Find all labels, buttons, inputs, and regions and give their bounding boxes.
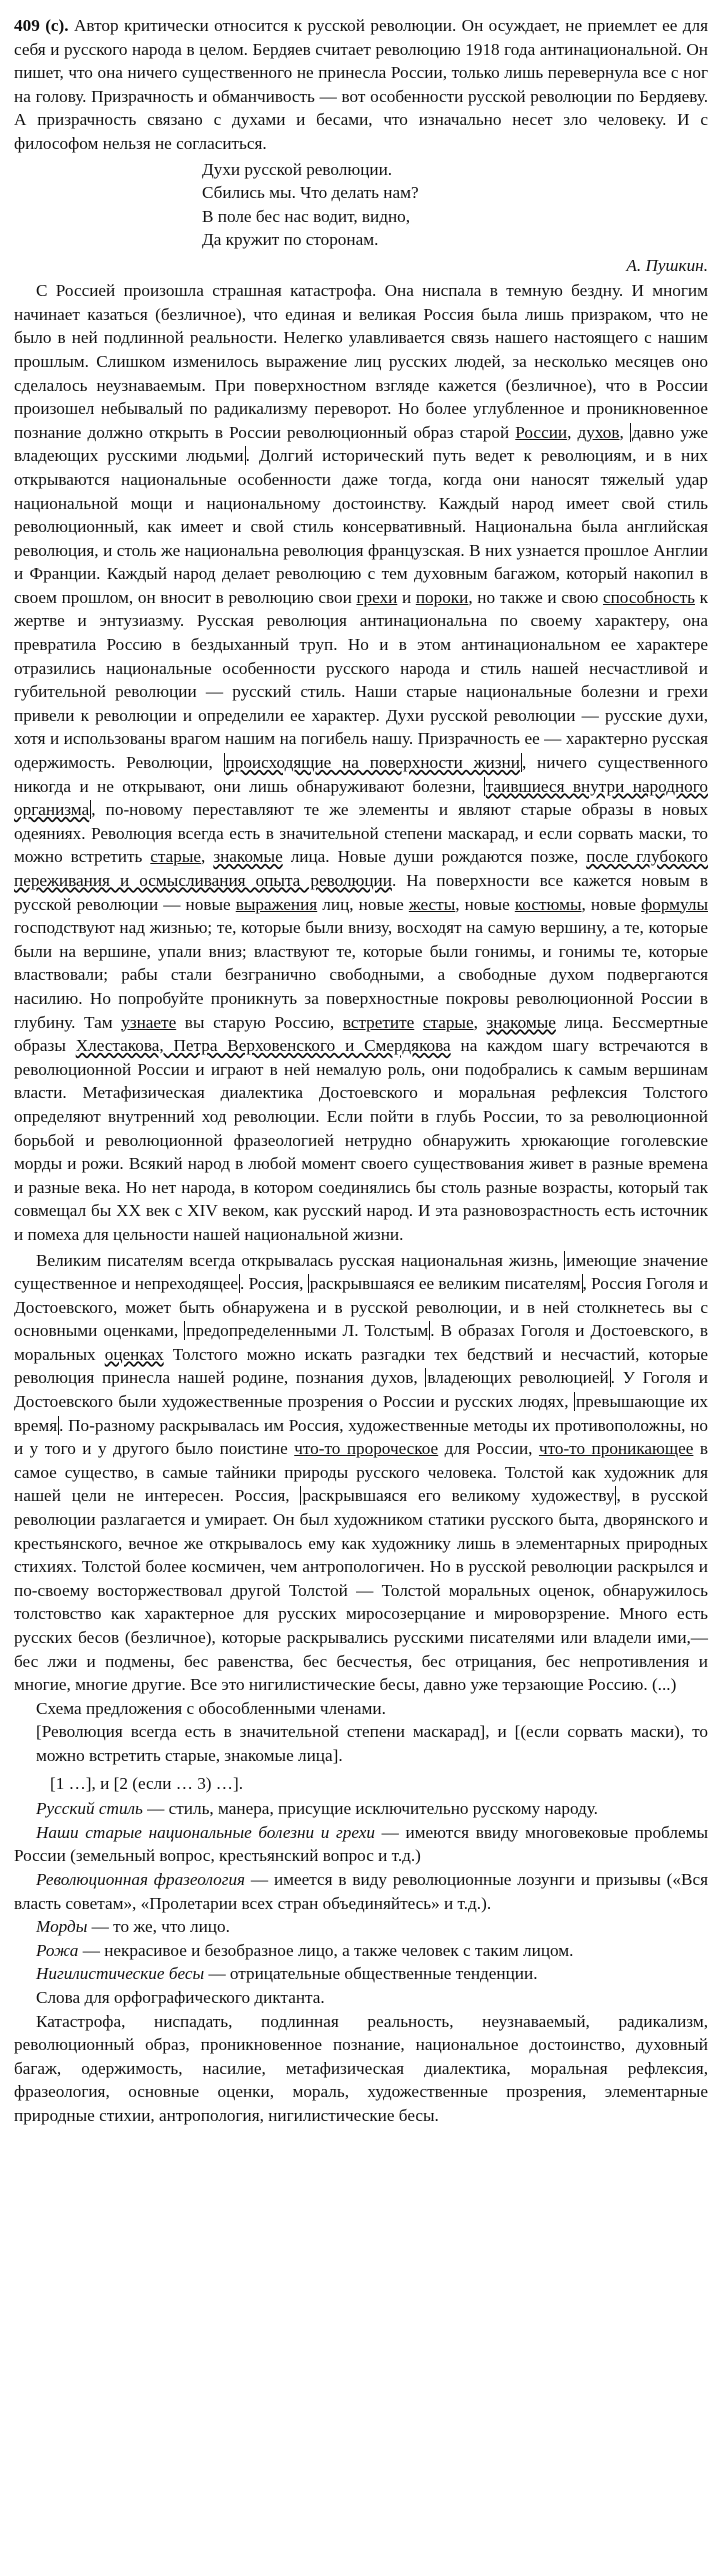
participial-phrase: таившиеся внутри народного организма [14,776,708,820]
participial-phrase: раскрывшаяся его великому художеству [302,1486,615,1506]
dictation-words: Катастрофа, ниспадать, подлинная реальность, неузнаваемый, радикализм, революционный образ, проникновенное познание, национальное достоинство, духовный багаж, одержимость, насилие, метафизическая диалектика, моральная рефлексия, фразеология, основные оценки, мораль, художественные прозрения, элементарные природные стихии, антропология, нигилистические бесы. [14,2011,708,2125]
text-run: Толстого можно искать разгадки тех бедствий и несчастий, которые революция принесла нашей родине, познания духов, [14,1344,708,1388]
note-text: — отрицательные общественные тенденции. [204,1964,538,1984]
text-run: к жертве и энтузиазму. Русская революция антинациональна по своему характеру, она превратила Россию в бездыханный труп. Но и в этом антинациональном ее характере отразились национальные особенности русского народа и стиль нашей несчастливой и губительной революции — русский стиль. Наши старые национальные болезни и грехи привели к революции и определили ее характер. Духи русской революции — русские духи, хотя и использованы врагом нашим на погибель нашу. Призрачность ее — характерно русская одержимость. Революции, [14,587,709,773]
text-run: С Россией произошла страшная катастрофа. Она ниспала в темную бездну. И многим начинает казаться (безличное), что единая и великая Россия была лишь призраком, что не было в ней подлинной реальности. Нелегко улавливается связь нашего настоящего с нашим прошлым. Слишком изменилось выражение лиц русских людей, за несколько месяцев оно сделалось неузнаваемым. При поверхностном взгляде кажется (безличное), что в России произошел небывалый по радикализму переворот. Но более углубленное и проникновенное познание должно открыть в России революционный образ старой [14,281,708,442]
participial-phrase: происходящие на поверхности жизни [225,753,520,773]
note-term: Нигилистические бесы [36,1964,205,1984]
poem-line: Духи русской революции. [202,159,393,179]
text-run: , [201,847,214,867]
text-run: вы старую Россию, [176,1012,343,1032]
text-run: , новые [581,894,642,914]
note-text: — имеются ввиду многовековые проблемы России (земельный вопрос, крестьянский вопрос и т.д.) [14,1822,709,1866]
text-run: , в русской революции разлагается и умирает. Он был художником статики русского быта, дворянского и крестьянского, вечное же открывалось ему как художнику лишь в элементарных природных стихиях. Толстой более космичен, чем антропологичен. Но в русской революции раскрылся и по-своему восторжествовал другой Толстой — Толстой моральных оценок, обнаружилось толстовство как характерное для русских миросозерцание и мироворзрение. Много есть русских бесов (безличное), которые раскрывались русскими писателями или владели ими,— бес лжи и подмены, бес равенства, бес бесчестья, бес отрицания, бес непротивления и многие, многие другие. Все это нигилистические бесы, давно уже терзающие Россию. (...) [14,1486,709,1695]
text-run: . Россия, [239,1274,308,1294]
poem-author: А. Пушкин. [626,255,708,275]
underlined-phrase: что-то проникающее [538,1439,694,1459]
text-run: . У Гоголя и Достоевского были художественные прозрения о России и русских людях, [14,1368,709,1412]
text-run [414,1013,423,1032]
participial-phrase: владеющих революцией [427,1368,609,1388]
note-term: Революционная фразеология [36,1869,246,1889]
underlined-word: Хлестакова, Петра Верховенского и Смердякова [75,1036,451,1056]
underlined-word: формулы [641,894,708,914]
note-term: Русский стиль [36,1799,143,1819]
underlined-word: старые [150,847,202,867]
text-run: , [619,422,630,442]
text-run: на каждом шагу встречаются в революционной России и играют в ней немалую роль, они подобрались к самым вершинам власти. Метафизическая диалектика Достоевского и моральная рефлексия Толстого определяют внутренний ход революции. Если пойти в глубь России, то за революционной борьбой и революционной фразеологией нетрудно обнаружить хрюкающие гоголевские морды и рожи. Всякий народ в любой момент своего существования живет в разные времена и разные века. Но нет народа, в котором соединялись бы столь разные возрасты, который так совмещал бы XX век с XIV веком, как русский народ. И эта разновозрастность есть источник и помеха для цельности нашей национальной жизни. [14,1036,709,1244]
note-text: — некрасивое и безобразное лицо, а также человек с таким лицом. [78,1940,574,1960]
underlined-word: оценках [104,1344,164,1364]
note-item [14,1915,708,1939]
body-paragraph-2 [14,1249,708,1697]
text-run: лиц, новые [317,894,409,914]
underlined-word: знакомые [486,1012,556,1032]
epigraph-poem [202,158,708,252]
text-run: для России, [438,1439,539,1459]
text-run: лица. Новые души рождаются позже, [282,847,587,867]
poem-line: В поле бес нас водит, видно, [202,206,411,226]
underlined-phrase: после глубокого переживания и осмысливания опыта революции [14,847,708,890]
scheme-heading: Схема предложения с обособленными членами. [36,1698,386,1718]
underlined-word: способность [602,587,695,607]
note-item [14,1962,708,1986]
note-term: Рожа [36,1940,79,1960]
task-number: 409 (с). [14,16,69,35]
note-item [14,1821,708,1868]
note-item [14,1868,708,1915]
participial-phrase: имеющие значение существенное и непреходящее [14,1250,708,1294]
underlined-word: знакомые [213,847,283,867]
text-run: , но также и свою [468,587,603,607]
text-run: , [473,1012,487,1032]
underlined-word: пороки [415,587,469,607]
note-text: — имеется в виду революционные лозунги и призывы («Вся власть советам», «Пролетарии всех стран объединяйтесь» и т.д.). [14,1869,708,1913]
underlined-word: России [515,422,568,442]
note-item [14,1797,708,1821]
underlined-word: жесты [408,894,456,914]
notes-list [14,1797,708,1986]
scheme-sentence: [Революция всегда есть в значительной степени маскарад], и [(если сорвать маски), то можно встретить старые, знакомые лица]. [36,1722,708,1765]
participial-phrase: предопределенными Л. Толстым [186,1321,429,1341]
participial-phrase: давно уже владеющих русскими людьми [14,422,708,466]
body-paragraph-1 [14,279,708,1246]
underlined-phrase: что-то пророческое [294,1439,439,1459]
text-run: господствуют над жизнью; те, которые были внизу, восходят на самую вершину, а те, которые были на вершине, упали вниз; властвуют те, которые были гонимы, и гонимы те, которые властвовали; рабы стали безгранично свободными, а свободные духом подвергаются насилию. Но попробуйте проникнуть за поверхностные покровы революционной России в глубину. Там [14,918,708,1032]
scheme-formula: [1 …], и [2 (если … 3) …]. [50,1773,244,1793]
text-run: . На поверхности все кажется новым в русской революции — новые [14,871,708,914]
sentence-scheme [36,1697,708,1795]
dictation-heading: Слова для орфографического диктанта. [36,1987,325,2007]
text-run: в самое существо, в самые тайники природы русского человека. Толстой как художник для нашей цели не интересен. Россия, [14,1439,708,1506]
dictation-section [14,1986,708,2128]
underlined-word: костюмы [514,894,582,914]
task-intro-text: Автор критически относится к русской революции. Он осуждает, не приемлет ее для себя и русского народа в целом. Бердяев считает революцию 1918 года антинациональной. Он пишет, что она ничего существенного не принесла России, только лишь перевернула все с ног на голову. Призрачность и обманчивость — вот особенности русской революции по Бердяеву. А призрачность связано с духами и бесами, что изначально несет зло человеку. И с философом нельзя не согласиться. [14,16,709,153]
poem-line: Сбились мы. Что делать нам? [202,183,419,203]
text-run: и [397,587,416,607]
underlined-word: грехи [356,587,398,607]
underlined-word: встретите [342,1012,415,1032]
task-intro [14,14,708,156]
text-run: , по-новому переставляют те же элементы и являют старые образы в новых одеяниях. Революция всегда есть в значительной степени маскарад, и если сорвать маски, то можно встретить [14,800,708,867]
poem-line: Да кружит по сторонам. [202,230,379,250]
text-run: . Долгий исторический путь ведет к революциям, и в них открываются национальные особенности даже тогда, когда они наносят тяжелый удар национальной мощи и национальному достоинству. Каждый народ имеет свой стиль революционный, как имеет и свой стиль консервативный. Национальна была английская революция, и столь же национальна революция французская. В них узнается прошлое Англии и Франции. Каждый народ делает революцию с тем духовным багажом, который накопил в своем прошлом, он вносит в революцию свои [14,446,708,607]
text-run: , [567,422,578,442]
underlined-word: выражения [235,894,318,914]
underlined-word: старые [422,1012,474,1032]
participial-phrase: превышающие их время [14,1392,709,1435]
note-term: Морды [36,1917,88,1937]
text-run: , Россия Гоголя и Достоевского, может быть обнаружена и в русской революции, и в ней столкнетесь вы с основными оценками, [14,1274,709,1341]
text-run: Великим писателям всегда открывалась русская национальная жизнь, [36,1250,565,1270]
note-term: Наши старые национальные болезни и грехи [36,1822,375,1842]
text-run: лица. Бессмертные образы [14,1012,708,1056]
text-run: . В образах Гоголя и Достоевского, в моральных [14,1321,708,1364]
underlined-word: узнаете [121,1012,177,1032]
underlined-word: духов [577,422,620,442]
text-run: . По-разному раскрывалась им Россия, художественные методы их противоположны, но и у того и у другого было поистине [14,1415,708,1459]
text-run: , новые [455,894,515,914]
note-text: — то же, что лицо. [87,1917,230,1937]
participial-phrase: раскрывшаяся ее великим писателям [309,1274,581,1294]
note-item [14,1939,708,1963]
note-text: — стиль, манера, присущие исключительно русскому народу. [142,1799,598,1819]
text-run: , ничего существенного никогда и не открывают, они лишь обнаруживают болезни, [14,753,708,796]
